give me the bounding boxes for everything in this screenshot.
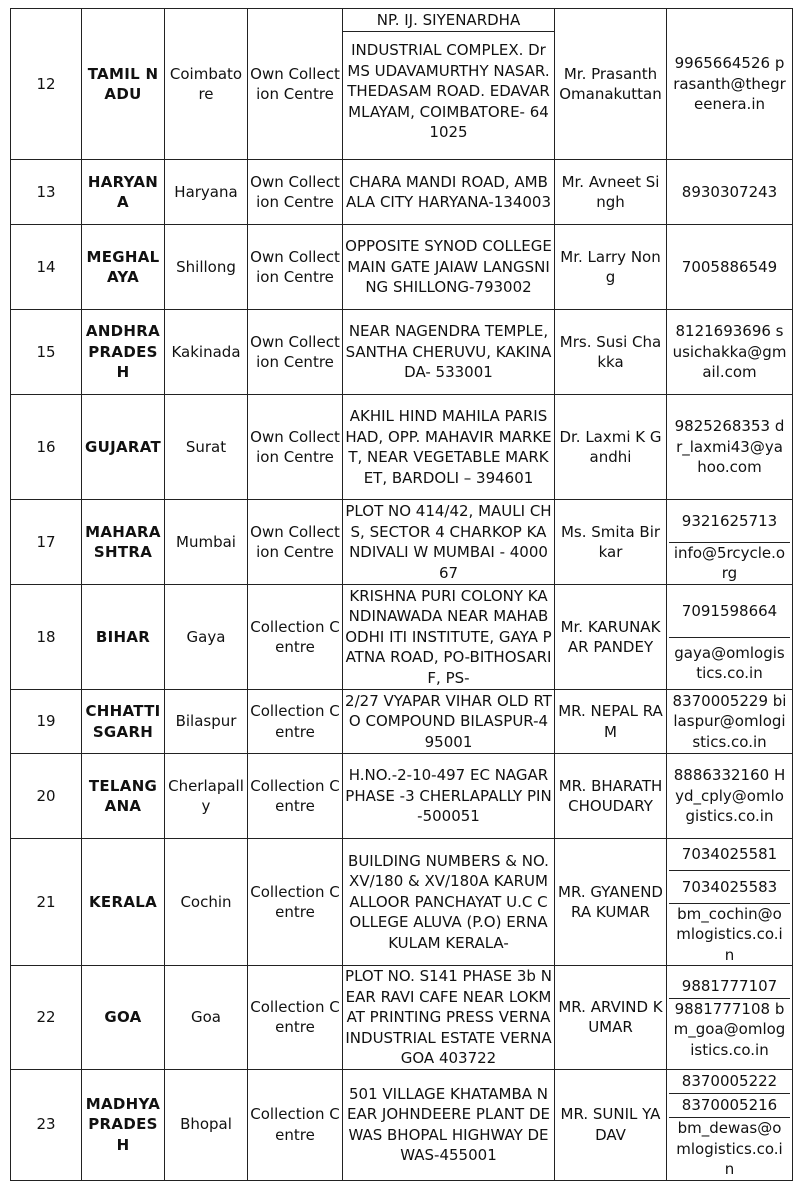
city-cell: Coimbatore bbox=[165, 9, 248, 160]
serial-number-cell: 18 bbox=[11, 585, 82, 690]
address-cell: PLOT NO 414/42, MAULI CHS, SECTOR 4 CHARKOP KANDIVALI W MUMBAI - 400067 bbox=[343, 500, 555, 585]
table-body bbox=[11, 9, 793, 1181]
contact-detail: 9965664526 prasanth@thegreenera.in bbox=[673, 54, 786, 114]
city-cell: Cochin bbox=[165, 839, 248, 966]
serial-number-cell: 16 bbox=[11, 395, 82, 500]
table-row bbox=[11, 1069, 793, 1180]
table-row bbox=[11, 754, 793, 839]
table-row bbox=[11, 839, 793, 966]
contact-details-cell bbox=[667, 966, 793, 1070]
centre-type-cell: Collection Centre bbox=[248, 690, 343, 754]
centre-type-cell: Own Collection Centre bbox=[248, 310, 343, 395]
centre-type-cell: Collection Centre bbox=[248, 754, 343, 839]
contact-details-cell bbox=[667, 395, 793, 500]
contact-person-cell: MR. SUNIL YADAV bbox=[555, 1069, 667, 1180]
state-cell: CHHATTISGARH bbox=[82, 690, 165, 754]
address-cell: KRISHNA PURI COLONY KANDINAWADA NEAR MAHABODHI ITI INSTITUTE, GAYA PATNA ROAD, PO-BITHOSARIF, PS- bbox=[343, 585, 555, 690]
state-cell: BIHAR bbox=[82, 585, 165, 690]
contact-detail: 7034025581 bbox=[681, 845, 778, 864]
contact-person-cell: Mr. KARUNAKAR PANDEY bbox=[555, 585, 667, 690]
contact-details-cell bbox=[667, 754, 793, 839]
state-cell: MEGHALAYA bbox=[82, 225, 165, 310]
serial-number-cell: 21 bbox=[11, 839, 82, 966]
city-cell: Bilaspur bbox=[165, 690, 248, 754]
table-row bbox=[11, 500, 793, 585]
state-cell: GOA bbox=[82, 966, 165, 1070]
contact-detail: 8370005229 bilaspur@omlogistics.co.in bbox=[672, 691, 787, 751]
table-row bbox=[11, 395, 793, 500]
address-cell: H.NO.-2-10-497 EC NAGAR PHASE -3 CHERLAPALLY PIN-500051 bbox=[343, 754, 555, 839]
contact-detail: bm_cochin@omlogistics.co.in bbox=[669, 903, 790, 966]
state-cell: TAMIL NADU bbox=[82, 9, 165, 160]
centre-type-cell: Own Collection Centre bbox=[248, 225, 343, 310]
state-cell: ANDHRA PRADESH bbox=[82, 310, 165, 395]
contact-person-cell: MR. NEPAL RAM bbox=[555, 690, 667, 754]
table-row bbox=[11, 160, 793, 225]
state-cell: MAHARASHTRA bbox=[82, 500, 165, 585]
contact-person-cell: Mr. Larry Nong bbox=[555, 225, 667, 310]
address-cell: OPPOSITE SYNOD COLLEGE MAIN GATE JAIAW LANGSNING SHILLONG-793002 bbox=[343, 225, 555, 310]
table-row bbox=[11, 225, 793, 310]
serial-number-cell: 22 bbox=[11, 966, 82, 1070]
city-cell: Shillong bbox=[165, 225, 248, 310]
address-cell: CHARA MANDI ROAD, AMBALA CITY HARYANA-134003 bbox=[343, 160, 555, 225]
serial-number-cell: 12 bbox=[11, 9, 82, 160]
centre-type-cell: Own Collection Centre bbox=[248, 160, 343, 225]
contact-details-cell bbox=[667, 690, 793, 754]
contact-detail: 8370005222 bbox=[681, 1071, 778, 1090]
table-row bbox=[11, 310, 793, 395]
contact-person-cell: MR. ARVIND KUMAR bbox=[555, 966, 667, 1070]
serial-number-cell: 14 bbox=[11, 225, 82, 310]
contact-details-cell bbox=[667, 585, 793, 690]
city-cell: Kakinada bbox=[165, 310, 248, 395]
collection-centres-table bbox=[10, 8, 793, 1181]
contact-details-cell bbox=[667, 500, 793, 585]
city-cell: Cherlapally bbox=[165, 754, 248, 839]
address-cell: PLOT NO. S141 PHASE 3b NEAR RAVI CAFE NEAR LOKMAT PRINTING PRESS VERNA INDUSTRIAL ESTATE VERNA GOA 403722 bbox=[343, 966, 555, 1070]
contact-detail: 9881777107 bbox=[681, 976, 778, 995]
contact-detail: 9881777108 bm_goa@omlogistics.co.in bbox=[669, 998, 790, 1061]
contact-detail: 8930307243 bbox=[681, 182, 778, 201]
centre-type-cell: Own Collection Centre bbox=[248, 9, 343, 160]
state-cell: TELANGANA bbox=[82, 754, 165, 839]
table-row bbox=[11, 585, 793, 690]
state-cell: MADHYA PRADESH bbox=[82, 1069, 165, 1180]
serial-number-cell: 17 bbox=[11, 500, 82, 585]
contact-details-cell bbox=[667, 310, 793, 395]
state-cell: KERALA bbox=[82, 839, 165, 966]
contact-details-cell bbox=[667, 160, 793, 225]
contact-detail: 9321625713 bbox=[681, 511, 778, 530]
contact-detail: bm_dewas@omlogistics.co.in bbox=[669, 1117, 790, 1180]
city-cell: Haryana bbox=[165, 160, 248, 225]
city-cell: Mumbai bbox=[165, 500, 248, 585]
address-line-top: NP. IJ. SIYENARDHA bbox=[343, 9, 554, 32]
contact-person-cell: Mr. Prasanth Omanakuttan bbox=[555, 9, 667, 160]
address-cell bbox=[343, 9, 555, 160]
table-row bbox=[11, 9, 793, 160]
address-cell: 2/27 VYAPAR VIHAR OLD RTO COMPOUND BILASPUR-495001 bbox=[343, 690, 555, 754]
contact-detail: 7034025583 bbox=[669, 870, 790, 902]
serial-number-cell: 20 bbox=[11, 754, 82, 839]
contact-person-cell: Dr. Laxmi K Gandhi bbox=[555, 395, 667, 500]
contact-person-cell: MR. BHARATH CHOUDARY bbox=[555, 754, 667, 839]
contact-person-cell: Mr. Avneet Singh bbox=[555, 160, 667, 225]
table-row bbox=[11, 966, 793, 1070]
contact-detail: 7005886549 bbox=[681, 257, 778, 276]
centre-type-cell: Collection Centre bbox=[248, 966, 343, 1070]
city-cell: Goa bbox=[165, 966, 248, 1070]
centre-type-cell: Own Collection Centre bbox=[248, 395, 343, 500]
table-row bbox=[11, 690, 793, 754]
serial-number-cell: 23 bbox=[11, 1069, 82, 1180]
city-cell: Gaya bbox=[165, 585, 248, 690]
centre-type-cell: Own Collection Centre bbox=[248, 500, 343, 585]
contact-detail: 9825268353 dr_laxmi43@yahoo.com bbox=[674, 417, 785, 477]
contact-details-cell bbox=[667, 1069, 793, 1180]
contact-detail: gaya@omlogistics.co.in bbox=[669, 637, 790, 690]
city-cell: Surat bbox=[165, 395, 248, 500]
contact-details-cell bbox=[667, 225, 793, 310]
contact-detail: 8370005216 bbox=[669, 1093, 790, 1117]
contact-detail: info@5rcycle.org bbox=[669, 542, 790, 585]
address-cell: NEAR NAGENDRA TEMPLE, SANTHA CHERUVU, KAKINADA- 533001 bbox=[343, 310, 555, 395]
centre-type-cell: Collection Centre bbox=[248, 839, 343, 966]
contact-detail: 8886332160 Hyd_cply@omlogistics.co.in bbox=[673, 766, 786, 826]
contact-detail: 8121693696 susichakka@gmail.com bbox=[672, 322, 787, 382]
contact-person-cell: Mrs. Susi Chakka bbox=[555, 310, 667, 395]
centre-type-cell: Collection Centre bbox=[248, 1069, 343, 1180]
serial-number-cell: 13 bbox=[11, 160, 82, 225]
contact-details-cell bbox=[667, 839, 793, 966]
serial-number-cell: 15 bbox=[11, 310, 82, 395]
address-cell: AKHIL HIND MAHILA PARISHAD, OPP. MAHAVIR MARKET, NEAR VEGETABLE MARKET, BARDOLI – 394601 bbox=[343, 395, 555, 500]
contact-person-cell: Ms. Smita Birkar bbox=[555, 500, 667, 585]
address-text: INDUSTRIAL COMPLEX. Dr MS UDAVAMURTHY NASAR. THEDASAM ROAD. EDAVARMLAYAM, COIMBATORE- 641025 bbox=[347, 41, 550, 141]
contact-details-cell bbox=[667, 9, 793, 160]
contact-detail: 7091598664 bbox=[681, 601, 778, 620]
centre-type-cell: Collection Centre bbox=[248, 585, 343, 690]
state-cell: HARYANA bbox=[82, 160, 165, 225]
address-cell: 501 VILLAGE KHATAMBA NEAR JOHNDEERE PLANT DEWAS BHOPAL HIGHWAY DEWAS-455001 bbox=[343, 1069, 555, 1180]
state-cell: GUJARAT bbox=[82, 395, 165, 500]
address-cell: BUILDING NUMBERS & NO.XV/180 & XV/180A KARUMALLOOR PANCHAYAT U.C COLLEGE ALUVA (P.O) ERNAKULAM KERALA- bbox=[343, 839, 555, 966]
serial-number-cell: 19 bbox=[11, 690, 82, 754]
city-cell: Bhopal bbox=[165, 1069, 248, 1180]
contact-person-cell: MR. GYANENDRA KUMAR bbox=[555, 839, 667, 966]
